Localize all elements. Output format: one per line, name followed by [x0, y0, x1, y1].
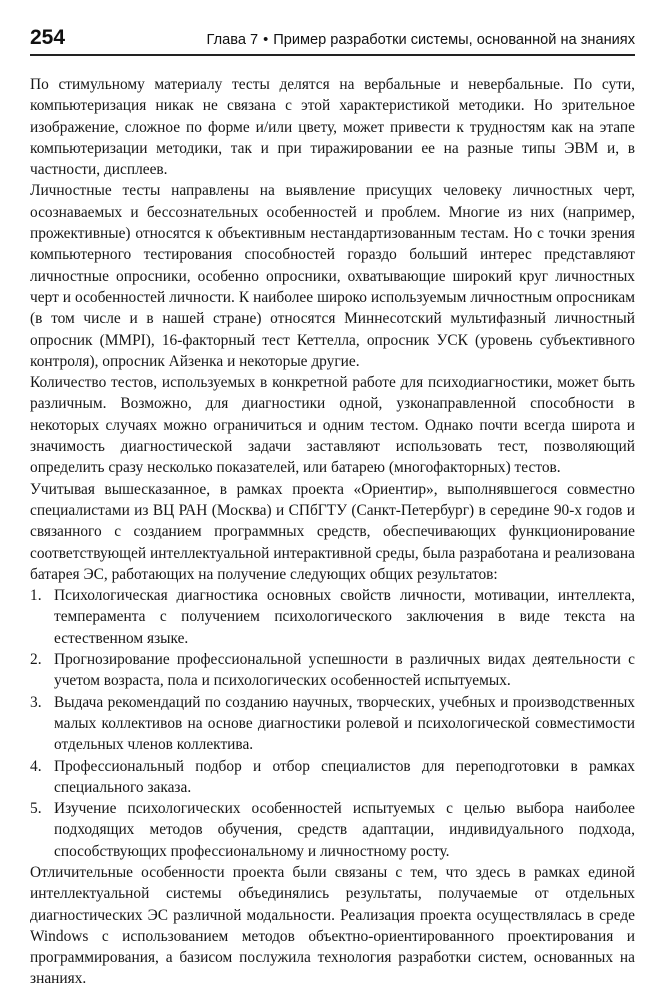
list-item-text: Психологическая диагностика основных свойств личности, мотивации, интеллекта, темперамента с получением психологического заключения в виде текста на естественном языке.: [54, 587, 635, 647]
list-item: [30, 756, 635, 799]
list-item-number: 2.: [30, 651, 42, 669]
list-item-number: 4.: [30, 757, 42, 775]
list-item: [30, 798, 635, 862]
running-head: [207, 33, 635, 48]
paragraph-test-count: Количество тестов, используемых в конкретной работе для психодиагностики, может быть различным. Возможно, для диагностики одной, узконаправленной способности в некоторых случаях можно ограничиться и одним тестом. Однако почти всегда широта и значимость диагностической задачи заставляют использовать тест, позволяющий определить сразу несколько показателей, или батарею (многофакторных) тестов.: [30, 374, 635, 477]
list-item-number: 3.: [30, 693, 42, 711]
page-header: [30, 20, 635, 56]
list-item-text: Профессиональный подбор и отбор специалистов для переподготовки в рамках специального заказа.: [54, 757, 635, 796]
list-item-number: 1.: [30, 587, 42, 605]
chapter-title: Пример разработки системы, основанной на знаниях: [273, 32, 635, 49]
page-number: 254: [30, 26, 66, 49]
list-item-number: 5.: [30, 800, 42, 818]
list-item-text: Прогнозирование профессиональной успешности в различных видах деятельности с учетом возраста, пола и психологических особенностей испытуемых.: [54, 651, 635, 690]
paragraph-closing: Отличительные особенности проекта были связаны с тем, что здесь в рамках единой интеллектуальной системы объединялись результаты, получаемые от отдельных диагностических ЭС различной модальности. Реализация проекта осуществлялась в среде Windows с использованием методов объектно-ориентированного проектирования и программирования, а базисом послужила технология разработки систем, основанных на знаниях.: [30, 863, 635, 988]
page-body: [30, 74, 635, 990]
paragraph-project: Учитывая вышесказанное, в рамках проекта «Ориентир», выполнявшегося совместно специалистами из ВЦ РАН (Москва) и СПбГТУ (Санкт-Петербург) в середине 90-х годов и связанного с созданием программных средств, обеспечивающих функционирование соответствующей интеллектуальной интерактивной среды, была разработана и реализована батарея ЭС, работающих на получение следующих общих результатов:: [30, 480, 635, 583]
paragraph-stimulus: По стимульному материалу тесты делятся на вербальные и невербальные. По сути, компьютеризация никак не связана с этой характеристикой методики. Но зрительное изображение, сложное по форме и/или цвету, может привести к трудностям как на этапе компьютеризации методики, так и при тиражировании ее на разные типы ЭВМ и, в частности, дисплеев.: [30, 76, 635, 179]
results-list: [30, 585, 635, 862]
list-item: [30, 585, 635, 649]
bullet-separator: •: [263, 32, 269, 49]
paragraph-personality-tests: Личностные тесты направлены на выявление присущих человеку личностных черт, осознаваемых и бессознательных особенностей и проблем. Многие из них (например, прожективные) относятся к объективным нестандартизованным тестам. Но с точки зрения компьютерного тестирования способностей гораздо больший интерес представляют личностные опросники, особенно опросники, охватывающие широкий круг личностных черт и особенностей личности. К наиболее широко используемым личностным опросникам (в том числе и в нашей стране) относятся Миннесотский мультифазный личностный опросник (MMPI), 16-факторный тест Кеттелла, опросник УСК (уровень субъективного контроля), опросник Айзенка и некоторые другие.: [30, 182, 635, 370]
list-item-text: Изучение психологических особенностей испытуемых с целью выбора наиболее подходящих методов обучения, средств адаптации, индивидуального подхода, способствующих профессиональному и личностному росту.: [54, 800, 635, 860]
list-item-text: Выдача рекомендаций по созданию научных, творческих, учебных и производственных малых коллективов на основе диагностики ролевой и психологической совместимости отдельных членов коллектива.: [54, 693, 635, 754]
list-item: [30, 692, 635, 756]
list-item: [30, 649, 635, 692]
chapter-label: Глава 7: [206, 32, 259, 49]
